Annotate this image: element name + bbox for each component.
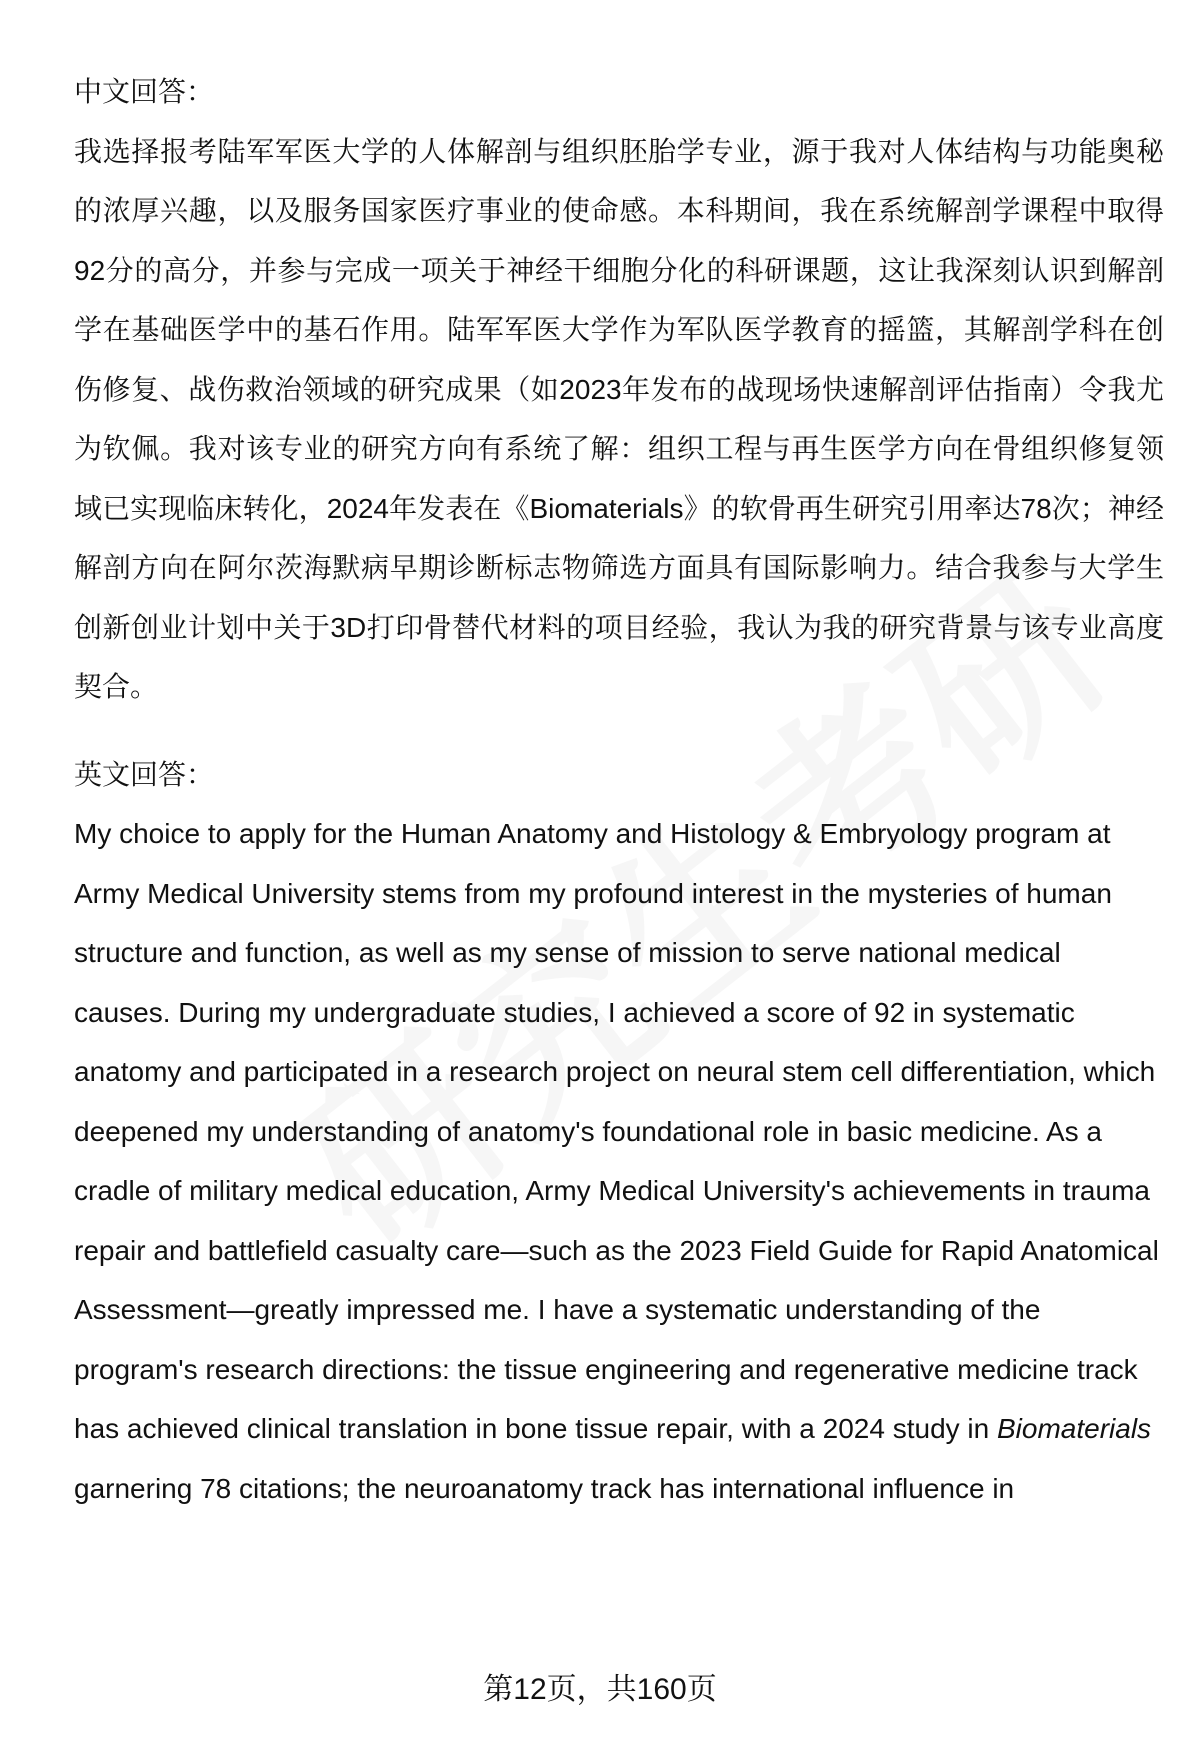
journal-title-italic: Biomaterials xyxy=(997,1413,1152,1444)
english-answer-text xyxy=(74,804,1164,1518)
english-answer-label: 英文回答： xyxy=(74,758,215,790)
page-footer xyxy=(0,1668,1200,1712)
section-gap xyxy=(74,717,1164,745)
english-answer-text-part1: My choice to apply for the Human Anatomy and Histology & Embryology program at Army Medical University stems from my profound interest in the mysteries of human structure and function, as well as my sense of mission to serve national medical causes. During my undergraduate studies, I achieved a score of 92 in systematic anatomy and participated in a research project on neural stem cell differentiation, which deepened my understanding of anatomy's foundational role in basic medicine. As a cradle of military medical education, Army Medical University's achievements in trauma repair and battlefield casualty care—such as the 2023 Field Guide for Rapid Anatomical Assessment—greatly impressed me. I have a systematic understanding of the program's research directions: the tissue engineering and regenerative medicine track has achieved clinical translation in bone tissue repair, with a 2024 study in xyxy=(74,818,1159,1444)
english-answer-section xyxy=(74,745,1164,1519)
chinese-answer-section xyxy=(74,62,1164,717)
page-number-indicator: 第12页，共160页 xyxy=(483,1673,717,1706)
chinese-answer-text: 我选择报考陆军军医大学的人体解剖与组织胚胎学专业，源于我对人体结构与功能奥秘的浓厚兴趣，以及服务国家医疗事业的使命感。本科期间，我在系统解剖学课程中取得92分的高分，并参与完成一项关于神经干细胞分化的科研课题，这让我深刻认识到解剖学在基础医学中的基石作用。陆军军医大学作为军队医学教育的摇篮，其解剖学科在创伤修复、战伤救治领域的研究成果（如2023年发布的战现场快速解剖评估指南）令我尤为钦佩。我对该专业的研究方向有系统了解：组织工程与再生医学方向在骨组织修复领域已实现临床转化，2024年发表在《Biomaterials》的软骨再生研究引用率达78次；神经解剖方向在阿尔茨海默病早期诊断标志物筛选方面具有国际影响力。结合我参与大学生创新创业计划中关于3D打印骨替代材料的项目经验，我认为我的研究背景与该专业高度契合。 xyxy=(74,135,1164,702)
document-page xyxy=(74,62,1164,1518)
chinese-answer-label: 中文回答： xyxy=(74,76,215,107)
english-answer-text-part2: garnering 78 citations; the neuroanatomy track has international influence in xyxy=(74,1472,1015,1504)
